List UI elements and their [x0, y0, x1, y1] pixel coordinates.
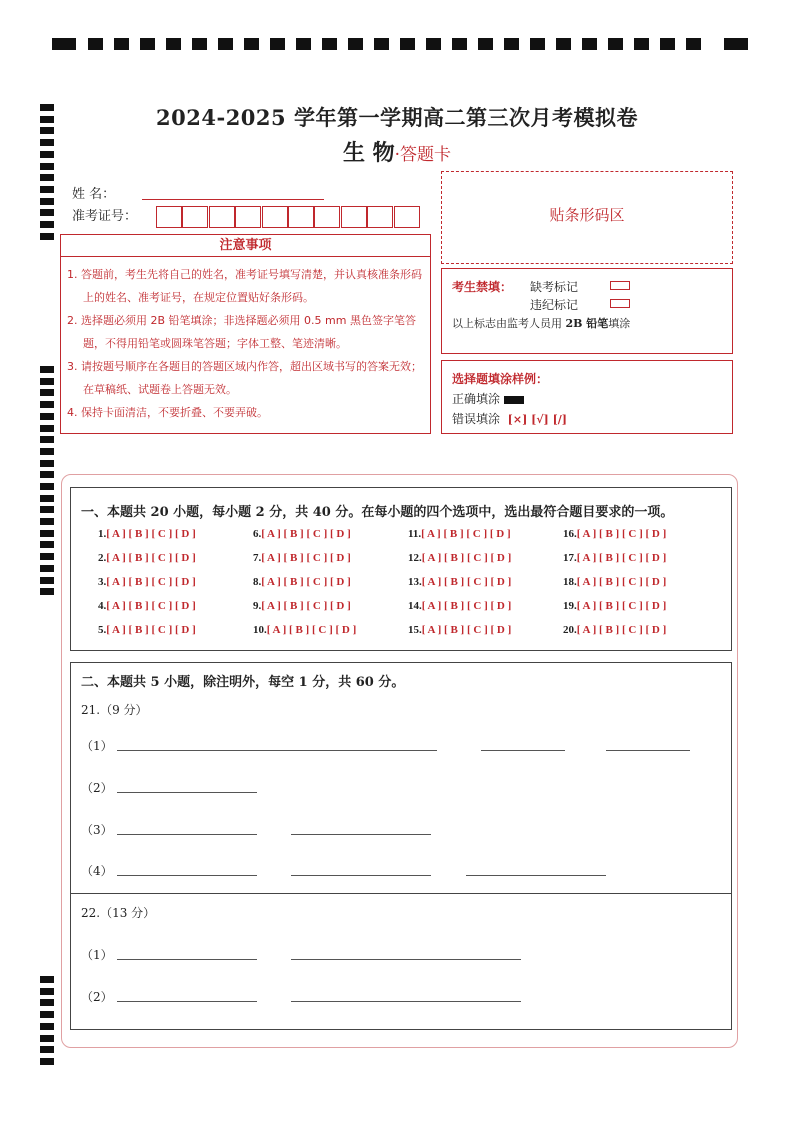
timing-mark — [40, 976, 54, 983]
mcq-options[interactable]: [ A ] [ B ] [ C ] [ D ] — [576, 576, 667, 588]
barcode-area — [441, 171, 733, 264]
id-digit-box[interactable] — [288, 206, 314, 228]
mcq-number: 18. — [563, 576, 577, 588]
timing-mark — [724, 38, 748, 50]
timing-marks-top — [52, 38, 748, 52]
mcq-number: 3. — [98, 576, 107, 588]
question-divider — [71, 893, 731, 894]
mcq-question-4[interactable] — [98, 600, 196, 612]
mcq-question-18[interactable] — [563, 576, 666, 588]
timing-mark — [40, 209, 54, 216]
mcq-options[interactable]: [ A ] [ B ] [ C ] [ D ] — [261, 528, 351, 540]
q21-part-1-blank-2[interactable] — [481, 750, 565, 751]
timing-mark — [556, 38, 571, 50]
page-subtitle — [0, 136, 794, 167]
mcq-number: 1. — [98, 528, 107, 540]
timing-mark — [426, 38, 441, 50]
name-label: 姓 名： — [72, 187, 116, 202]
q21-part-2-blank-1[interactable] — [117, 792, 257, 793]
mcq-number: 20. — [563, 624, 577, 636]
timing-mark — [530, 38, 545, 50]
timing-mark — [40, 186, 54, 193]
mcq-number: 16. — [563, 528, 577, 540]
timing-mark — [140, 38, 155, 50]
q22-part-2-blank-2[interactable] — [291, 1001, 521, 1002]
timing-mark — [40, 366, 54, 373]
mcq-number: 11. — [408, 528, 422, 540]
mcq-options[interactable]: [ A ] [ B ] [ C ] [ D ] — [261, 576, 351, 588]
timing-mark — [40, 483, 54, 490]
timing-marks-left-2 — [40, 366, 54, 600]
timing-mark — [40, 413, 54, 420]
mcq-options[interactable]: [ A ] [ B ] [ C ] [ D ] — [106, 624, 196, 636]
notice-item-2: 2. 选择题必须用 2B 铅笔填涂；非选择题必须用 0.5 mm 黑色签字笔答题，不得用铅笔或圆珠笔答题；字体工整、笔迹清晰。 — [67, 314, 416, 350]
q21-part-1-blank-1[interactable] — [117, 750, 437, 751]
timing-mark — [452, 38, 467, 50]
mcq-number: 17. — [563, 552, 577, 564]
timing-mark — [608, 38, 623, 50]
q21-part-3-blank-2[interactable] — [291, 834, 431, 835]
mcq-number: 7. — [253, 552, 262, 564]
page-title: 2024-2025 学年第一学期高二第三次月考模拟卷 — [156, 105, 638, 130]
section-1-box — [70, 487, 732, 651]
timing-mark — [634, 38, 649, 50]
timing-mark — [166, 38, 181, 50]
mcq-options[interactable]: [ A ] [ B ] [ C ] [ D ] — [576, 528, 667, 540]
timing-mark — [686, 38, 701, 50]
timing-mark — [504, 38, 519, 50]
mcq-question-8[interactable] — [253, 576, 351, 588]
mcq-options[interactable]: [ A ] [ B ] [ C ] [ D ] — [266, 624, 357, 636]
timing-mark — [40, 988, 54, 995]
notice-item-3: 3. 请按题号顺序在各题目的答题区域内作答，超出区域书写的答案无效；在草稿纸、试题卷上答题无效。 — [67, 360, 422, 396]
timing-mark — [218, 38, 233, 50]
mcq-question-2[interactable] — [98, 552, 196, 564]
mcq-number: 6. — [253, 528, 262, 540]
mcq-question-19[interactable] — [563, 600, 666, 612]
mcq-number: 5. — [98, 624, 107, 636]
timing-mark — [40, 506, 54, 513]
timing-mark — [40, 425, 54, 432]
mcq-number: 8. — [253, 576, 262, 588]
timing-mark — [40, 1046, 54, 1053]
timing-mark — [40, 401, 54, 408]
fill-sample-panel — [441, 360, 733, 434]
mcq-options[interactable]: [ A ] [ B ] [ C ] [ D ] — [421, 552, 512, 564]
violation-mark-box[interactable] — [610, 299, 630, 308]
q21-part-4-blank-1[interactable] — [117, 875, 257, 876]
id-digit-box[interactable] — [394, 206, 420, 228]
timing-mark — [478, 38, 493, 50]
mcq-question-1[interactable] — [98, 528, 196, 540]
violation-mark-label: 违纪标记 — [530, 298, 579, 312]
timing-mark — [40, 378, 54, 385]
name-field[interactable] — [142, 183, 324, 200]
timing-mark — [88, 38, 103, 50]
correct-fill-sample — [504, 396, 524, 404]
notice-heading: 注意事项 — [61, 235, 430, 257]
q21-part-3-label: （3） — [81, 823, 113, 837]
timing-mark — [400, 38, 415, 50]
q22-part-1-label: （1） — [81, 948, 113, 962]
marks-note: 以上标志由监考人员用 2B 铅笔填涂 — [452, 317, 631, 330]
subject-name: 生 物 — [342, 140, 395, 166]
notice-item-4: 4. 保持卡面清洁，不要折叠、不要弄破。 — [67, 406, 268, 419]
q22-part-2-blank-1[interactable] — [117, 1001, 257, 1002]
absent-mark-label: 缺考标记 — [530, 280, 579, 294]
exam-marks-panel — [441, 268, 733, 354]
absent-mark-box[interactable] — [610, 281, 630, 290]
section-2-title: 二、本题共 5 小题，除注明外，每空 1 分，共 60 分。 — [81, 675, 405, 690]
mcq-question-10[interactable] — [253, 624, 356, 636]
timing-mark — [244, 38, 259, 50]
exam-marks-label: 考生禁填： — [452, 280, 513, 294]
id-digit-box[interactable] — [367, 206, 393, 228]
mcq-question-13[interactable] — [408, 576, 511, 588]
timing-mark — [296, 38, 311, 50]
timing-mark — [40, 577, 54, 584]
timing-mark — [40, 518, 54, 525]
mcq-options[interactable]: [ A ] [ B ] [ C ] [ D ] — [576, 624, 667, 636]
mcq-options[interactable]: [ A ] [ B ] [ C ] [ D ] — [106, 600, 196, 612]
mcq-options[interactable]: [ A ] [ B ] [ C ] [ D ] — [421, 576, 512, 588]
mcq-options[interactable]: [ A ] [ B ] [ C ] [ D ] — [421, 600, 512, 612]
mcq-options[interactable]: [ A ] [ B ] [ C ] [ D ] — [106, 528, 196, 540]
q22-part-1-blank-2[interactable] — [291, 959, 521, 960]
mcq-question-11[interactable] — [408, 528, 511, 540]
timing-mark — [40, 530, 54, 537]
mcq-question-14[interactable] — [408, 600, 511, 612]
mcq-options[interactable]: [ A ] [ B ] [ C ] [ D ] — [106, 552, 196, 564]
mcq-options[interactable]: [ A ] [ B ] [ C ] [ D ] — [261, 600, 351, 612]
notice-panel — [60, 234, 431, 434]
mcq-options[interactable]: [ A ] [ B ] [ C ] [ D ] — [576, 552, 667, 564]
timing-marks-left-3 — [40, 976, 54, 1066]
timing-mark — [192, 38, 207, 50]
timing-mark — [40, 389, 54, 396]
mcq-question-17[interactable] — [563, 552, 666, 564]
timing-mark — [114, 38, 129, 50]
timing-mark — [40, 471, 54, 478]
q21-part-4-blank-3[interactable] — [466, 875, 606, 876]
id-label: 准考证号： — [72, 209, 138, 224]
mcq-number: 9. — [253, 600, 262, 612]
timing-mark — [40, 198, 54, 205]
mcq-question-16[interactable] — [563, 528, 666, 540]
timing-mark — [40, 1035, 54, 1042]
q21-part-1-blank-3[interactable] — [606, 750, 690, 751]
barcode-area-label: 贴条形码区 — [549, 206, 625, 224]
timing-mark — [40, 588, 54, 595]
notice-item-1: 1. 答题前，考生先将自己的姓名，准考证号填写清楚，并认真核准条形码上的姓名、准考证号，在规定位置贴好条形码。 — [67, 268, 422, 304]
mcq-options[interactable]: [ A ] [ B ] [ C ] [ D ] — [421, 624, 512, 636]
q21-part-4-blank-2[interactable] — [291, 875, 431, 876]
timing-mark — [40, 553, 54, 560]
mcq-number: 14. — [408, 600, 422, 612]
timing-mark — [322, 38, 337, 50]
q21-part-4-label: （4） — [81, 864, 113, 878]
timing-mark — [40, 541, 54, 548]
mcq-grid — [71, 528, 731, 648]
timing-mark — [40, 1023, 54, 1030]
mcq-options[interactable]: [ A ] [ B ] [ C ] [ D ] — [576, 600, 667, 612]
q21-part-3-blank-1[interactable] — [117, 834, 257, 835]
wrong-fill-label: 错误填涂 [×] [√] [/] — [452, 412, 568, 426]
id-digit-box[interactable] — [341, 206, 367, 228]
mcq-question-3[interactable] — [98, 576, 196, 588]
mcq-question-12[interactable] — [408, 552, 511, 564]
mcq-number: 2. — [98, 552, 107, 564]
mcq-number: 4. — [98, 600, 107, 612]
mcq-number: 13. — [408, 576, 422, 588]
q22-part-2-label: （2） — [81, 990, 113, 1004]
timing-mark — [40, 448, 54, 455]
mcq-question-7[interactable] — [253, 552, 351, 564]
timing-mark — [40, 233, 54, 240]
q22-label: 22.（13 分） — [81, 906, 156, 920]
mcq-options[interactable]: [ A ] [ B ] [ C ] [ D ] — [106, 576, 196, 588]
section-1-title: 一、本题共 20 小题，每小题 2 分，共 40 分。在每小题的四个选项中，选出最符合题目要求的一项。 — [81, 505, 674, 520]
timing-mark — [40, 1011, 54, 1018]
mcq-number: 10. — [253, 624, 267, 636]
timing-mark — [40, 999, 54, 1006]
id-digit-box[interactable] — [182, 206, 208, 228]
timing-mark — [40, 436, 54, 443]
timing-mark — [270, 38, 285, 50]
mcq-question-9[interactable] — [253, 600, 351, 612]
q21-part-1-label: （1） — [81, 739, 113, 753]
id-digit-box[interactable] — [314, 206, 340, 228]
id-digit-box[interactable] — [262, 206, 288, 228]
timing-mark — [40, 221, 54, 228]
mcq-number: 19. — [563, 600, 577, 612]
timing-mark — [40, 495, 54, 502]
mcq-question-15[interactable] — [408, 624, 511, 636]
subtitle-suffix: ·答题卡 — [394, 145, 452, 165]
timing-mark — [52, 38, 76, 50]
timing-mark — [374, 38, 389, 50]
timing-mark — [40, 174, 54, 181]
fill-sample-title: 选择题填涂样例： — [452, 372, 549, 386]
timing-mark — [40, 565, 54, 572]
mcq-question-20[interactable] — [563, 624, 666, 636]
mcq-options[interactable]: [ A ] [ B ] [ C ] [ D ] — [421, 528, 511, 540]
mcq-number: 15. — [408, 624, 422, 636]
timing-mark — [582, 38, 597, 50]
wrong-fill-samples: [×] [√] [/] — [507, 413, 568, 426]
q21-label: 21.（9 分） — [81, 703, 148, 717]
id-digit-box[interactable] — [235, 206, 261, 228]
timing-mark — [40, 1058, 54, 1065]
id-digit-box[interactable] — [156, 206, 182, 228]
timing-mark — [40, 460, 54, 467]
mcq-question-6[interactable] — [253, 528, 351, 540]
id-number-boxes[interactable] — [156, 206, 420, 228]
mcq-question-5[interactable] — [98, 624, 196, 636]
mcq-options[interactable]: [ A ] [ B ] [ C ] [ D ] — [261, 552, 351, 564]
timing-mark — [660, 38, 675, 50]
timing-mark — [348, 38, 363, 50]
section-2-box — [70, 662, 732, 1030]
id-digit-box[interactable] — [209, 206, 235, 228]
correct-fill-label: 正确填涂 — [452, 390, 524, 407]
q21-part-2-label: （2） — [81, 781, 113, 795]
q22-part-1-blank-1[interactable] — [117, 959, 257, 960]
mcq-number: 12. — [408, 552, 422, 564]
